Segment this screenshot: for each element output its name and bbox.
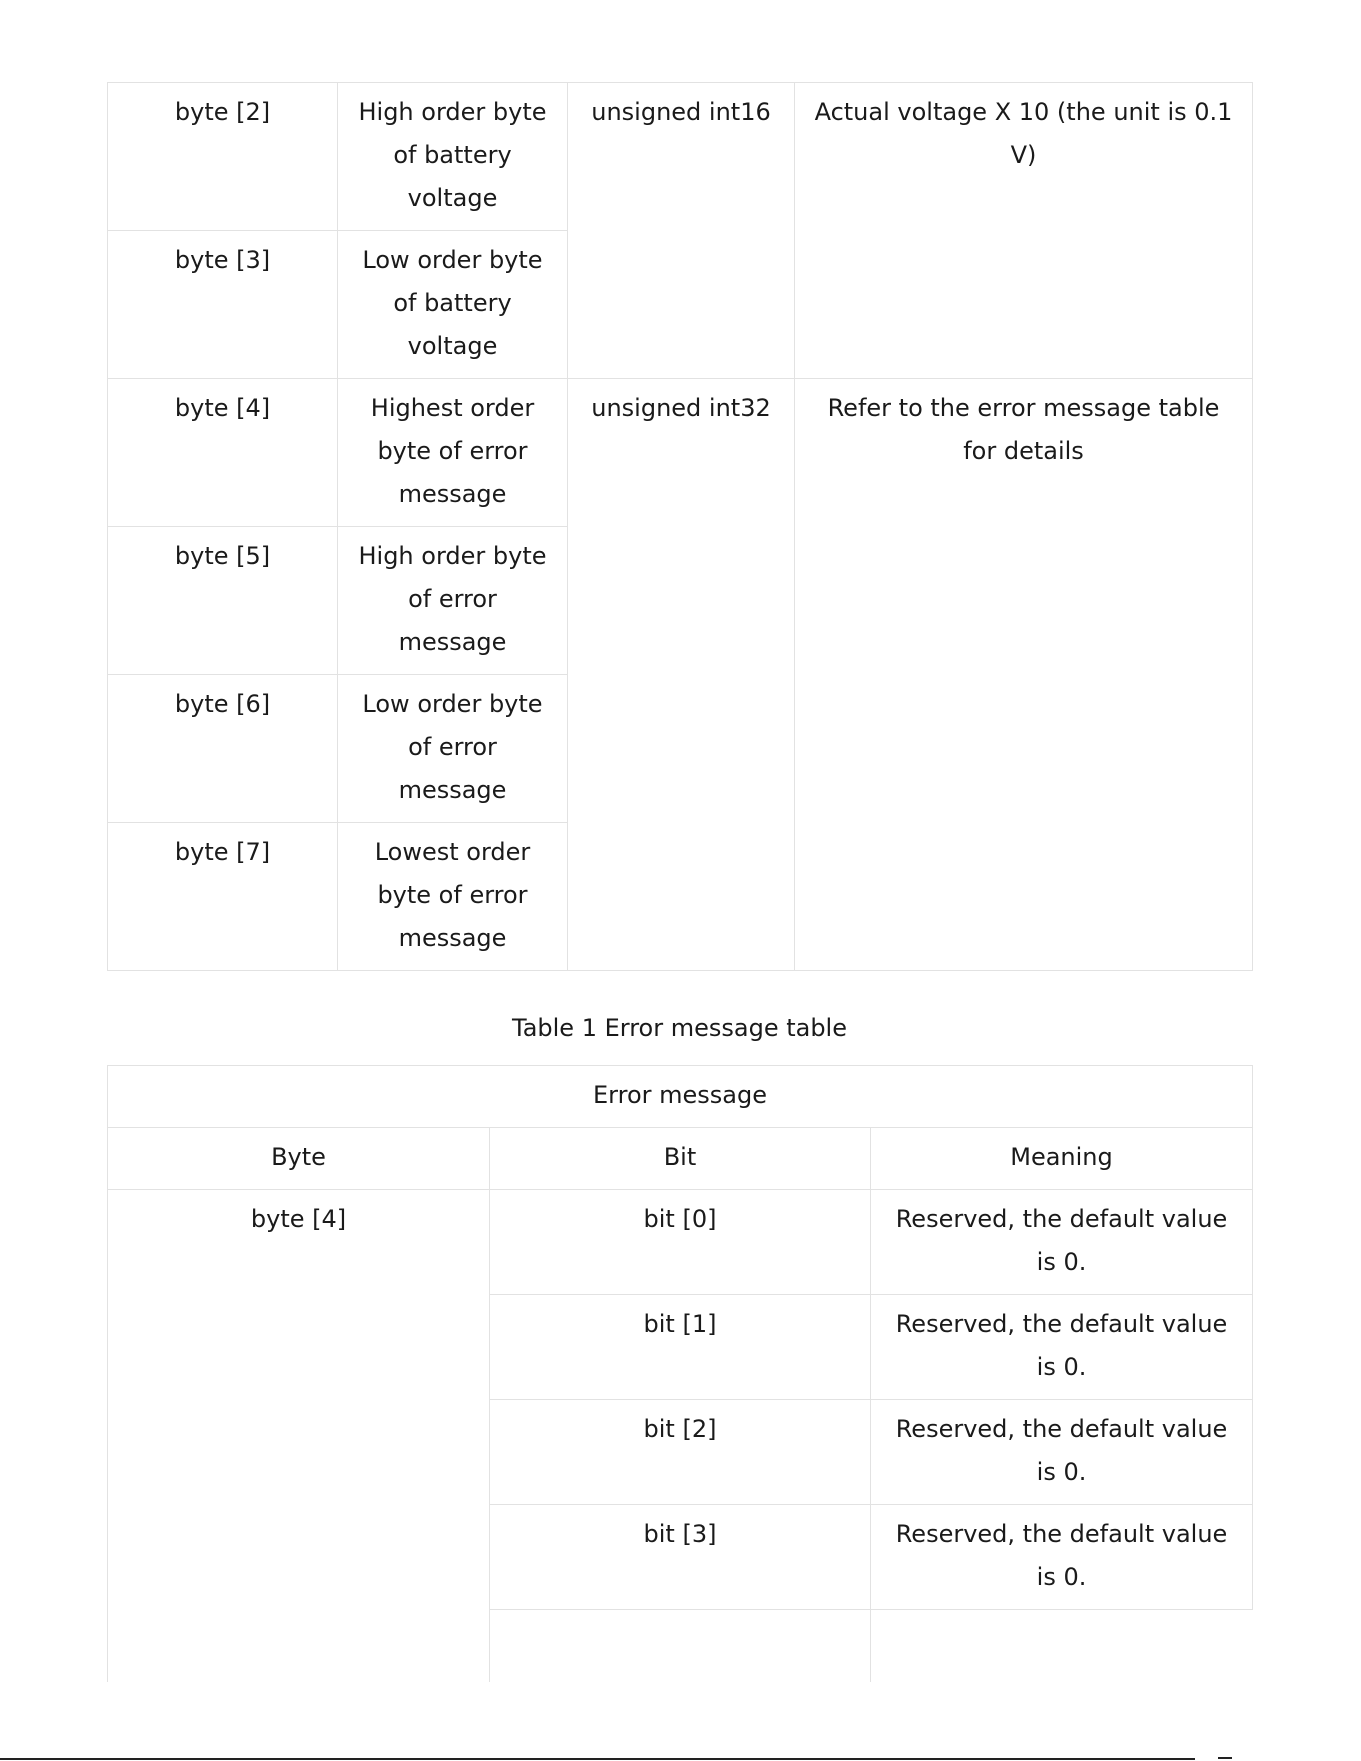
footer-mark — [1218, 1757, 1232, 1759]
byte-cell: byte [7] — [108, 823, 338, 971]
table-row — [108, 1190, 1253, 1295]
meaning-cell-continued — [871, 1610, 1253, 1682]
column-header-meaning: Meaning — [871, 1128, 1253, 1190]
description-cell: Lowest order byte of error message — [338, 823, 568, 971]
byte-cell: byte [6] — [108, 675, 338, 823]
bit-cell: bit [1] — [490, 1295, 871, 1400]
byte-cell: byte [3] — [108, 231, 338, 379]
byte-cell: byte [2] — [108, 83, 338, 231]
table-title: Error message — [108, 1066, 1253, 1128]
column-header-bit: Bit — [490, 1128, 871, 1190]
meaning-cell: Reserved, the default value is 0. — [871, 1400, 1253, 1505]
bit-cell: bit [3] — [490, 1505, 871, 1610]
description-cell: Low order byte of battery voltage — [338, 231, 568, 379]
description-cell: Highest order byte of error message — [338, 379, 568, 527]
table-caption: Table 1 Error message table — [512, 1014, 847, 1042]
column-header-byte: Byte — [108, 1128, 490, 1190]
battery-error-byte-table — [107, 82, 1253, 971]
description-cell: High order byte of error message — [338, 527, 568, 675]
error-message-table — [107, 1065, 1253, 1682]
bit-cell: bit [0] — [490, 1190, 871, 1295]
meaning-cell: Reserved, the default value is 0. — [871, 1190, 1253, 1295]
type-cell: unsigned int16 — [568, 83, 795, 379]
byte-cell: byte [4] — [108, 1190, 490, 1682]
remark-cell: Actual voltage X 10 (the unit is 0.1 V) — [795, 83, 1253, 379]
table-row — [108, 379, 1253, 527]
byte-cell: byte [4] — [108, 379, 338, 527]
type-cell: unsigned int32 — [568, 379, 795, 971]
description-cell: High order byte of battery voltage — [338, 83, 568, 231]
description-cell: Low order byte of error message — [338, 675, 568, 823]
bit-cell-continued — [490, 1610, 871, 1682]
bit-cell: bit [2] — [490, 1400, 871, 1505]
meaning-cell: Reserved, the default value is 0. — [871, 1505, 1253, 1610]
meaning-cell: Reserved, the default value is 0. — [871, 1295, 1253, 1400]
table-title-row — [108, 1066, 1253, 1128]
footer-rule — [0, 1758, 1195, 1760]
table-header-row — [108, 1128, 1253, 1190]
table-row — [108, 83, 1253, 231]
byte-cell: byte [5] — [108, 527, 338, 675]
remark-cell: Refer to the error message table for details — [795, 379, 1253, 971]
